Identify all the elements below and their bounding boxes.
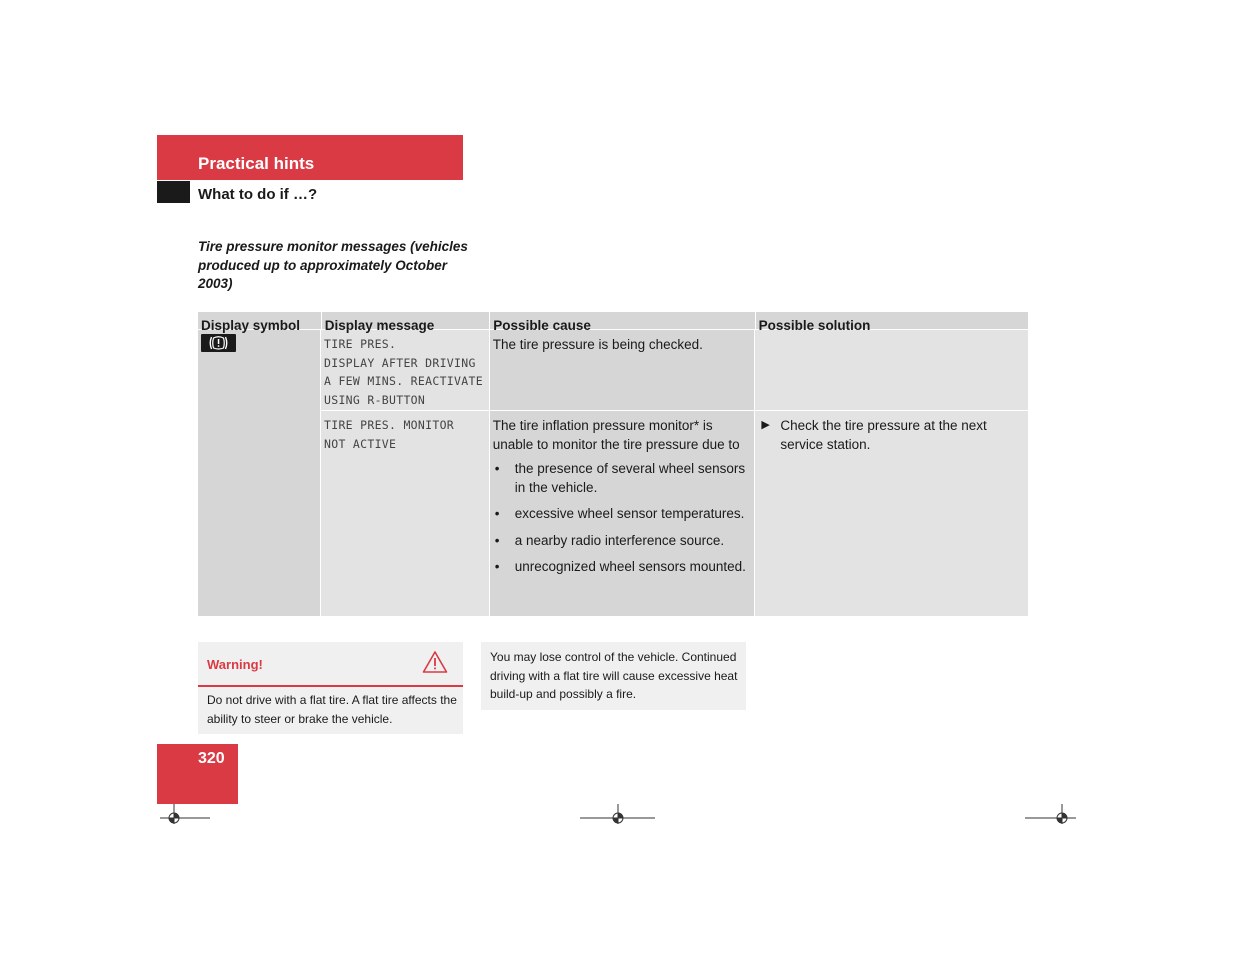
table-header-row: [198, 312, 1028, 333]
display-message-cell: [321, 411, 489, 616]
warning-triangle-icon: [422, 650, 448, 679]
column-header: Possible cause: [490, 312, 754, 329]
section-title: Practical hints: [198, 154, 315, 173]
cause-text: The tire inflation pressure monitor* is unable to monitor the tire pressure due to: [492, 418, 740, 452]
crop-mark-icon: [158, 802, 212, 826]
cause-list: [493, 460, 752, 577]
possible-solution-cell: [755, 330, 1028, 410]
topic-heading: Tire pressure monitor messages (vehicles produced up to approximately October 2003): [198, 239, 468, 291]
message-line: DISPLAY AFTER DRIVING: [324, 355, 476, 370]
table-row: [321, 411, 1028, 616]
message-line: NOT ACTIVE: [324, 436, 397, 451]
message-line: TIRE PRES.: [324, 337, 397, 351]
bullet-triangle-icon: ▶: [761, 419, 770, 431]
table-row: [321, 330, 1028, 410]
possible-cause-cell: [490, 411, 755, 616]
possible-solution-cell: [755, 411, 1028, 616]
tire-pressure-warning-icon: [201, 334, 236, 352]
message-line: A FEW MINS. REACTIVATE: [324, 374, 483, 388]
list-item: • a nearby radio interference source.: [494, 532, 725, 548]
message-line: TIRE PRES. MONITOR: [324, 418, 455, 432]
display-symbol-cell: [198, 330, 320, 616]
note-box: [481, 642, 746, 710]
subsection-marker: [157, 181, 190, 203]
messages-table: [198, 312, 1028, 616]
warning-header: [198, 642, 463, 687]
crop-mark-icon: [579, 802, 657, 826]
warning-label: Warning!: [207, 657, 263, 672]
possible-cause-cell: The tire pressure is being checked.: [490, 330, 755, 410]
list-item: • unrecognized wheel sensors mounted.: [494, 559, 746, 574]
crop-mark-icon: [1024, 802, 1078, 826]
warning-text: Do not drive with a flat tire. A flat tire affects the ability to steer or brake the vehicle.: [207, 693, 457, 726]
note-text: You may lose control of the vehicle. Continued driving with a flat tire will cause excessive heat build-up and possibly a fire.: [490, 650, 738, 701]
page-number: 320: [198, 750, 225, 767]
column-header: Possible solution: [756, 312, 1028, 329]
list-item: • the presence of several wheel sensors in the vehicle.: [494, 461, 746, 495]
message-line: USING R-BUTTON: [324, 392, 426, 407]
display-message-cell: [321, 330, 489, 410]
column-header: Display message: [322, 312, 490, 329]
column-header: Display symbol: [198, 312, 321, 329]
list-item: • excessive wheel sensor temperatures.: [494, 506, 745, 521]
solution-text: Check the tire pressure at the next service station.: [780, 418, 987, 452]
subsection-title: What to do if …?: [198, 186, 318, 203]
warning-box: [198, 642, 463, 734]
